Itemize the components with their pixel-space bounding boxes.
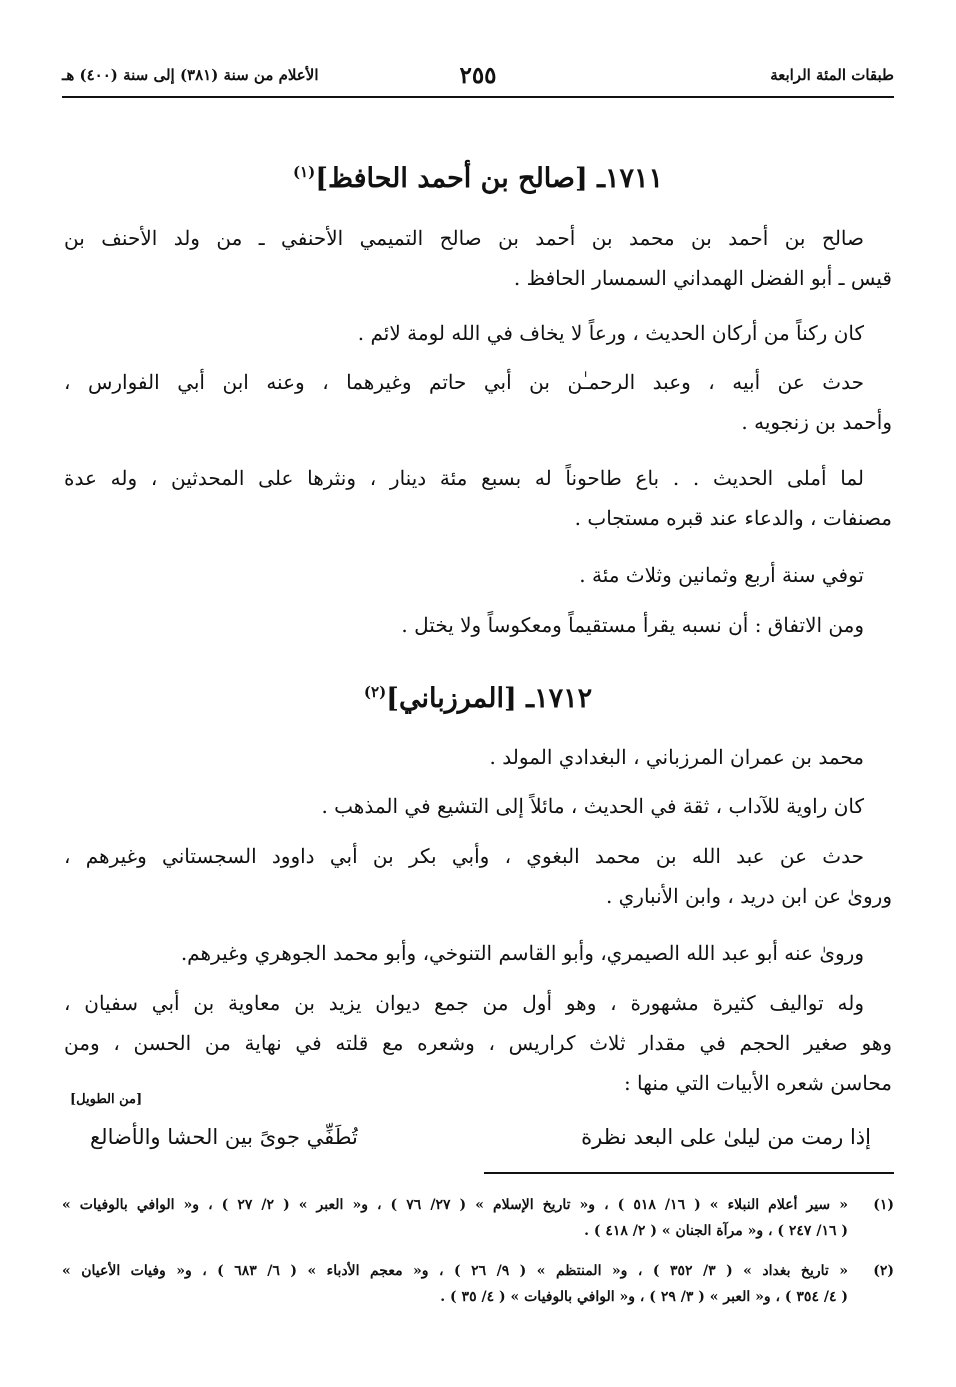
text-line: حدث عن عبد الله بن محمد البغوي ، وأبي بكر بن أبي داوود السجستاني وغيرهم ، [64,844,864,868]
entry-1711-paragraph-dictation [64,458,892,538]
entry-1712-title: ١٧١٢ـ [المرزباني] [386,683,593,714]
text-line: وأحمد بن زنجويه . [741,410,892,434]
entry-1711-title: ١٧١١ـ [صالح بن أحمد الحافظ] [315,163,664,194]
footnote-line: « تاريخ بغداد » ( ٣/ ٣٥٢ ) ، و« المنتظم » ( ٩/ ٢٦ ) ، و« معجم الأدباء » ( ٦/ ٦٨٣ ) ، و« وفيات الأعيان » [62,1263,848,1279]
header-range-title: الأعلام من سنة (٣٨١) إلى سنة (٤٠٠) هـ [62,66,319,84]
entry-1712-paragraph-narration [64,836,892,916]
footnote-line: ( ١٦/ ٢٤٧ ) ، و« مرآة الجنان » ( ٢/ ٤١٨ ) . [584,1223,848,1239]
footnote-number: (١) [873,1197,894,1213]
entry-1711-paragraph-death [64,555,892,595]
text-line: مصنفات ، والدعاء عند قبره مستجاب . [574,506,892,530]
text-line: محمد بن عمران المرزباني ، البغدادي المولد . [489,745,864,769]
verse-first-hemistich: إذا رمت من ليلىٰ على البعد نظرة [581,1125,871,1149]
poem-verse [90,1125,871,1165]
header-section-title: طبقات المئة الرابعة [770,66,894,84]
text-line: صالح بن أحمد بن محمد بن أحمد بن صالح التميمي الأحنفي ـ من ولد الأحنف بن [64,226,864,250]
text-line: كان ركناً من أركان الحديث ، ورعاً لا يخاف في الله لومة لائم . [357,321,864,345]
entry-1711-paragraph-praise [64,313,892,353]
footnote-number: (٢) [873,1263,894,1279]
page-number: ٢٥٥ [459,62,497,89]
footnote-2 [62,1258,894,1310]
text-line: وروىٰ عنه أبو عبد الله الصيمري، وأبو القاسم التنوخي، وأبو محمد الجوهري وغيرهم. [180,941,864,965]
text-line: لما أملى الحديث . . باع طاحوناً له بسبع مئة دينار ، ونثرها على المحدثين ، وله عدة [64,466,864,490]
running-header [62,62,894,92]
entry-1711-paragraph-narration [64,362,892,442]
verse-second-hemistich: تُطَفِّي جوىً بين الحشا والأضالع [90,1125,358,1149]
entry-1711-paragraph-coincidence [64,605,892,645]
text-line: وروىٰ عن ابن دريد ، وابن الأنباري . [605,884,892,908]
entry-1711-paragraph-lineage [64,218,892,298]
text-line: حدث عن أبيه ، وعبد الرحمـٰن بن أبي حاتم وغيرهما ، وعنه ابن أبي الفوارس ، [64,370,864,394]
text-line: وهو صغير الحجم في مقدار ثلاث كراريس ، وشعره مع قلته في نهاية من الحسن ، ومن [64,1031,892,1055]
footnote-line: ( ٤/ ٣٥٤ ) ، و« العبر » ( ٣/ ٢٩ ) ، و« الوافي بالوفيات » ( ٤/ ٣٥ ) . [440,1289,848,1305]
text-line: ومن الاتفاق : أن نسبه يقرأ مستقيماً ومعكوساً ولا يختل . [401,613,864,637]
footnote-ref-1: (١) [292,163,316,181]
header-divider [62,96,894,98]
text-line: كان راوية للآداب ، ثقة في الحديث ، مائلاً إلى التشيع في المذهب . [321,794,864,818]
text-line: وله تواليف كثيرة مشهورة ، وهو أول من جمع ديوان يزيد بن معاوية بن أبي سفيان ، [64,991,864,1015]
entry-1712-paragraph-students [64,933,892,973]
footnote-divider [484,1172,894,1174]
text-line: قيس ـ أبو الفضل الهمداني السمسار الحافظ . [513,266,892,290]
footnote-line: « سير أعلام النبلاء » ( ١٦/ ٥١٨ ) ، و« تاريخ الإسلام » ( ٢٧/ ٧٦ ) ، و« العبر » ( ٢/ ٢٧ ) ، و« الوافي بالوفيات » [62,1197,848,1213]
entry-1712-paragraph-name [64,737,892,777]
entry-1711-heading [62,163,894,194]
footnote-ref-2: (٢) [363,683,387,701]
entry-1712-paragraph-works [64,983,892,1103]
footnote-1 [62,1192,894,1244]
poetic-meter-label: [من الطويل] [70,1092,143,1107]
entry-1712-heading [62,683,894,714]
text-line: محاسن شعره الأبيات التي منها : [623,1071,892,1095]
entry-1712-paragraph-description [64,786,892,826]
text-line: توفي سنة أربع وثمانين وثلاث مئة . [579,563,864,587]
